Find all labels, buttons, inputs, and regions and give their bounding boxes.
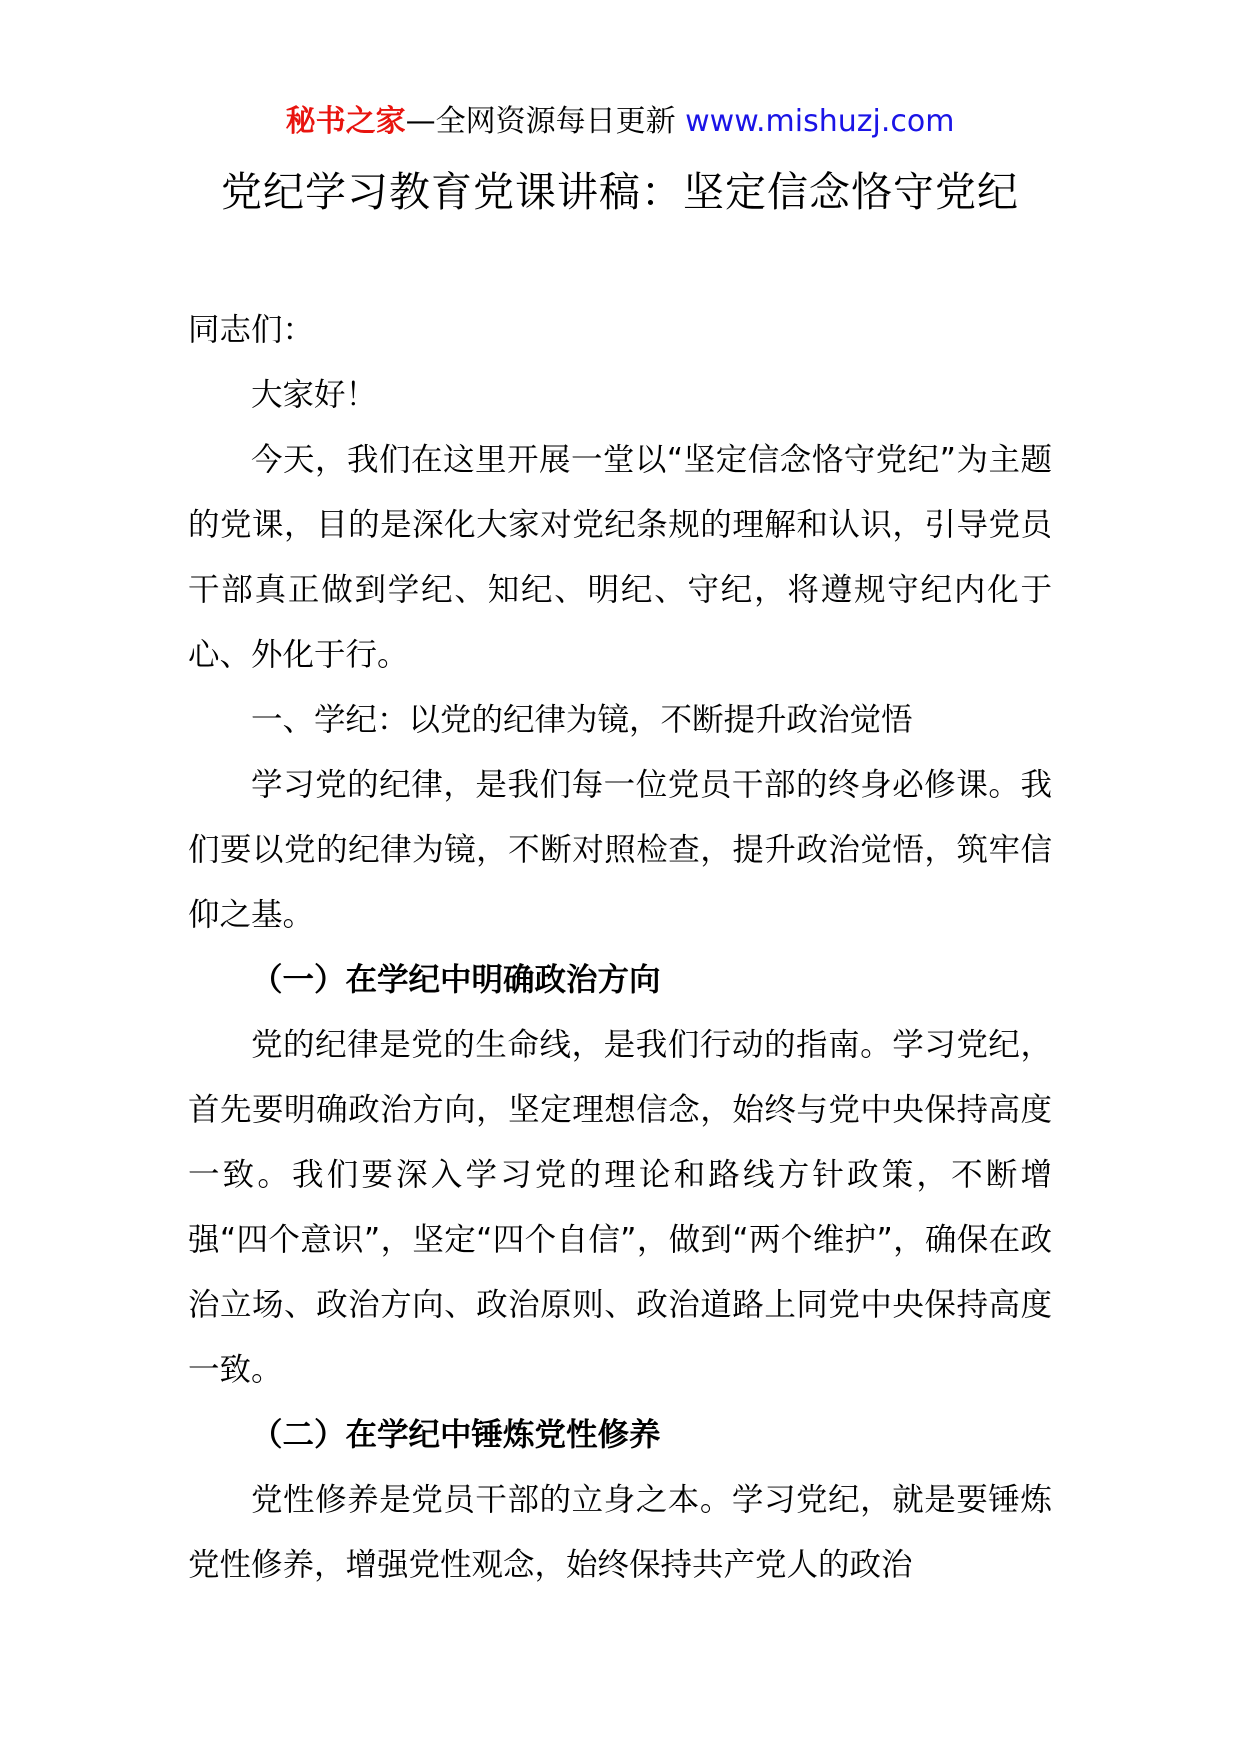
document-body (188, 298, 1052, 1598)
greeting: 大家好！ (251, 377, 378, 413)
brand-name: 秘书之家 (285, 104, 406, 139)
subsection-heading-2: （二）在学纪中锤炼党性修养 (251, 1417, 661, 1453)
intro-paragraph: 今天，我们在这里开展一堂以“坚定信念恪守党纪”为主题的党课，目的是深化大家对党纪条规的理解和认识，引导党员干部真正做到学纪、知纪、明纪、守纪，将遵规守纪内化于心、外化于行。 (188, 442, 1052, 673)
salutation: 同志们： (188, 312, 315, 348)
document-title: 党纪学习教育党课讲稿：坚定信念恪守党纪 (221, 168, 1019, 216)
subsection-paragraph-1: 党的纪律是党的生命线，是我们行动的指南。学习党纪，首先要明确政治方向，坚定理想信念，始终与党中央保持高度一致。我们要深入学习党的理论和路线方针政策，不断增强“四个意识”，坚定“四个自信”，做到“两个维护”，确保在政治立场、政治方向、政治原则、政治道路上同党中央保持高度一致。 (188, 1027, 1052, 1388)
site-header (0, 100, 1240, 144)
subsection-paragraph-2: 党性修养是党员干部的立身之本。学习党纪，就是要锤炼党性修养，增强党性观念，始终保持共产党人的政治 (188, 1482, 1052, 1583)
site-slogan: —全网资源每日更新 (405, 104, 676, 139)
site-url-link[interactable]: www.mishuzj.com (685, 104, 955, 139)
section-heading: 一、学纪：以党的纪律为镜，不断提升政治觉悟 (251, 702, 913, 738)
section-intro-paragraph: 学习党的纪律，是我们每一位党员干部的终身必修课。我们要以党的纪律为镜，不断对照检查，提升政治觉悟，筑牢信仰之基。 (188, 767, 1052, 933)
subsection-heading-1: （一）在学纪中明确政治方向 (251, 962, 661, 998)
